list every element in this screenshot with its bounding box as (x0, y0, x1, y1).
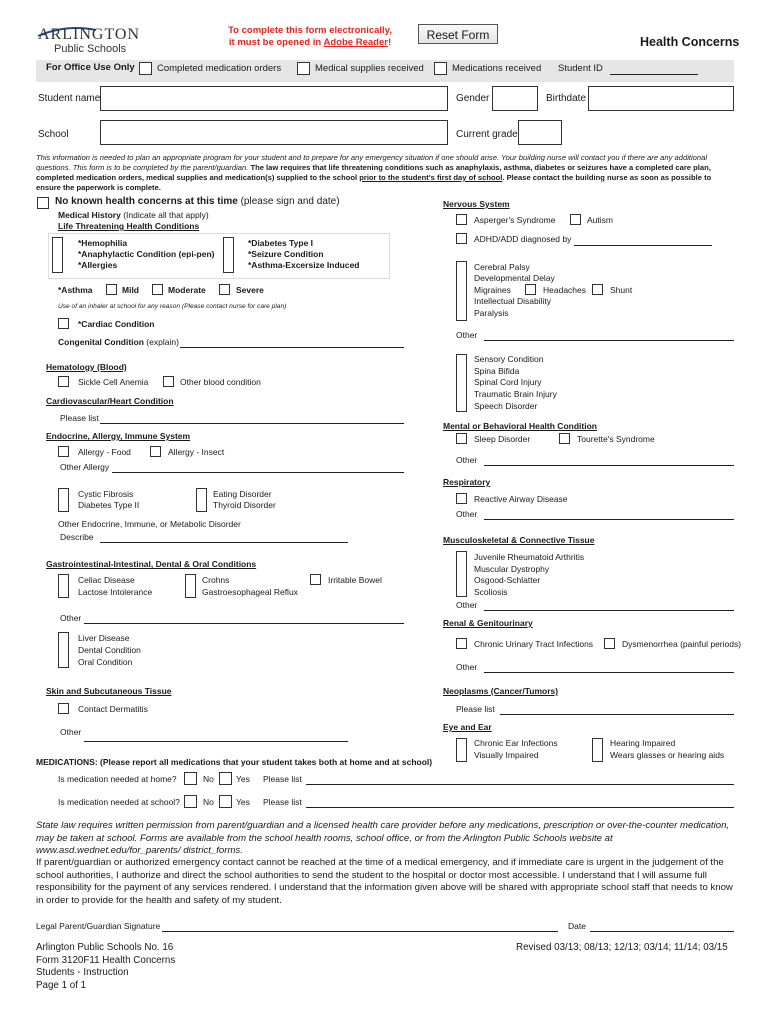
mental-other-input[interactable] (484, 465, 734, 466)
cardiovascular-heading: Cardiovascular/Heart Condition (46, 396, 174, 406)
adhd-diagnosed-by-input[interactable] (574, 245, 712, 246)
logo-top: ARLINGTON (38, 26, 141, 43)
revision-dates: Revised 03/13; 08/13; 12/13; 03/14; 11/14; 03/15 (516, 942, 728, 953)
intro-deadline: prior to the student's first day of school (359, 173, 503, 182)
other-blood-label: Other blood condition (180, 377, 261, 387)
med-home-no-checkbox[interactable] (184, 772, 197, 785)
moderate-label: Moderate (168, 285, 206, 295)
scoliosis-label: Scoliosis (474, 587, 508, 597)
nervous-other-input[interactable] (484, 340, 734, 341)
sickle-cell-label: Sickle Cell Anemia (78, 377, 149, 387)
cardio-please-list-label: Please list (60, 413, 99, 423)
current-grade-label: Current grade (456, 129, 518, 140)
med-home-list-input[interactable] (306, 784, 734, 785)
developmental-delay-label: Developmental Delay (474, 273, 555, 283)
student-name-field[interactable] (100, 86, 448, 111)
spina-bifida-label: Spina Bifida (474, 366, 520, 376)
endocrine-heading: Endocrine, Allergy, Immune System (46, 431, 191, 441)
dental-condition-label: Dental Condition (78, 645, 141, 655)
describe-input[interactable] (100, 542, 348, 543)
other-allergy-label: Other Allergy (60, 462, 110, 472)
contact-dermatitis-checkbox[interactable] (58, 703, 69, 714)
gender-field[interactable] (492, 86, 538, 111)
chronic-uti-checkbox[interactable] (456, 638, 467, 649)
footer-line-2: Form 3120F11 Health Concerns (36, 954, 176, 966)
mild-checkbox[interactable] (106, 284, 117, 295)
footer-line-4: Page 1 of 1 (36, 979, 87, 991)
allergies-label: *Allergies (78, 260, 118, 270)
congenital-input[interactable] (180, 347, 404, 348)
medications-heading: MEDICATIONS: (Please report all medications that your student takes both at home and at school) (36, 757, 433, 767)
med-school-list-input[interactable] (306, 807, 734, 808)
neuro-group-checkbox[interactable] (456, 261, 467, 321)
med-school-no-checkbox[interactable] (184, 795, 197, 808)
mental-heading: Mental or Behavioral Health Condition (443, 421, 597, 431)
other-blood-checkbox[interactable] (163, 376, 174, 387)
gastro-heading: Gastrointestinal-Intestinal, Dental & Oral Conditions (46, 559, 257, 569)
severe-label: Severe (236, 285, 264, 295)
sleep-disorder-checkbox[interactable] (456, 433, 467, 444)
med-home-question: Is medication needed at home? (58, 774, 177, 784)
liver-disease-label: Liver Disease (78, 633, 130, 643)
med-home-yes-label: Yes (236, 774, 250, 784)
no-known-rest: (please sign and date) (237, 196, 340, 207)
eating-disorder-checkbox[interactable] (196, 488, 207, 512)
no-known-bold: No known health concerns at this time (55, 196, 238, 207)
respiratory-other-label: Other (456, 509, 478, 519)
headaches-label: Headaches (543, 285, 587, 295)
hearing-checkbox[interactable] (592, 738, 603, 762)
hematology-heading: Hematology (Blood) (46, 362, 127, 372)
birthdate-field[interactable] (588, 86, 734, 111)
sensory-group-checkbox[interactable] (456, 354, 467, 412)
describe-label: Describe (60, 532, 94, 542)
medications-received-checkbox[interactable] (434, 62, 447, 75)
chronic-uti-label: Chronic Urinary Tract Infections (474, 639, 594, 649)
spinal-cord-label: Spinal Cord Injury (474, 377, 542, 387)
med-home-please-list-label: Please list (263, 774, 302, 784)
cystic-fibrosis-label: Cystic Fibrosis (78, 489, 134, 499)
gerd-label: Gastroesophageal Reflux (202, 587, 298, 597)
glasses-hearing-aids-label: Wears glasses or hearing aids (610, 750, 725, 760)
irritable-bowel-label: Irritable Bowel (328, 575, 382, 585)
musculo-group-checkbox[interactable] (456, 551, 467, 597)
birthdate-label: Birthdate (546, 93, 587, 104)
form-info (36, 942, 175, 992)
neoplasms-please-list-input[interactable] (500, 714, 734, 715)
intro-bold-2: . Please contact the building nurse as soon as possible to ensure the paperwork is complete. (36, 173, 712, 192)
asthma-exercise-label: *Asthma-Excersize Induced (248, 260, 360, 270)
reset-form-button[interactable]: Reset Form (418, 24, 498, 44)
renal-other-input[interactable] (484, 672, 734, 673)
irritable-bowel-checkbox[interactable] (310, 574, 321, 585)
paralysis-label: Paralysis (474, 308, 509, 318)
skin-heading: Skin and Subcutaneous Tissue (46, 686, 172, 696)
signature-label: Legal Parent/Guardian Signature (36, 921, 161, 931)
intro-bold-1: The law requires that life threatening conditions such as anaphylaxis, asthma, diabetes or seizures have a completed care plan, completed medication orders, medical supplies and medication(s) supplied to the school (36, 163, 711, 182)
asthma-label: *Asthma (58, 285, 93, 295)
gender-label: Gender (456, 93, 490, 104)
moderate-checkbox[interactable] (152, 284, 163, 295)
contact-dermatitis-label: Contact Dermatitis (78, 704, 148, 714)
no-known-concerns-label (55, 196, 340, 207)
cardiac-checkbox[interactable] (58, 318, 69, 329)
visually-impaired-label: Visually Impaired (474, 750, 539, 760)
med-school-please-list-label: Please list (263, 797, 302, 807)
asperger-label: Asperger's Syndrome (474, 215, 556, 225)
medical-history-rest: (Indicate all that apply) (120, 210, 209, 220)
notice-line-2 (220, 37, 400, 49)
hemophilia-checkbox[interactable] (52, 237, 63, 273)
diabetes-type2-label: Diabetes Type II (78, 500, 140, 510)
musculo-other-label: Other (456, 600, 478, 610)
allergy-food-label: Allergy - Food (78, 447, 131, 457)
crohns-label: Crohns (202, 575, 230, 585)
jra-label: Juvenile Rheumatoid Arthritis (474, 552, 585, 562)
inhaler-note: Use of an inhaler at school for any reason (Please contact nurse for care plan) (58, 303, 287, 310)
musculo-other-input[interactable] (484, 610, 734, 611)
authorization-paragraph: If parent/guardian or authorized emergency contact cannot be reached at the time of a medical emergency, and if immediate care is urgent in the judgement of the school authorities, I authorize and direct the school authorities to send the student to the hospital or doctor most accessible. I understand that I will assume full responsibility for the payment of any services rendered. I understand that the information given above will be shared with appropriate school staff that needs to know in order to provide for the health and safety of my student. (36, 857, 733, 906)
cerebral-palsy-label: Cerebral Palsy (474, 262, 530, 272)
skin-other-label: Other (60, 727, 82, 737)
completed-orders-label: Completed medication orders (157, 63, 282, 74)
shunt-label: Shunt (610, 285, 633, 295)
adhd-checkbox[interactable] (456, 233, 467, 244)
neoplasms-heading: Neoplasms (Cancer/Tumors) (443, 686, 559, 696)
intro-paragraph (36, 153, 736, 193)
student-id-input[interactable] (610, 74, 698, 75)
med-school-no-label: No (203, 797, 214, 807)
migraines-label: Migraines (474, 285, 511, 295)
chronic-ear-label: Chronic Ear Infections (474, 738, 558, 748)
celiac-label: Celiac Disease (78, 575, 135, 585)
renal-heading: Renal & Genitourinary (443, 618, 533, 628)
date-input[interactable] (590, 931, 734, 932)
hearing-impaired-label: Hearing Impaired (610, 738, 676, 748)
signature-input[interactable] (162, 931, 558, 932)
allergy-insect-label: Allergy - Insect (168, 447, 225, 457)
gastro-other-label: Other (60, 613, 82, 623)
office-use-label: For Office Use Only (46, 62, 135, 73)
nervous-other-label: Other (456, 330, 478, 340)
med-school-question: Is medication needed at school? (58, 797, 180, 807)
tourette-label: Tourette's Syndrome (577, 434, 655, 444)
footer-line-3: Students - Instruction (36, 967, 129, 978)
med-school-yes-checkbox[interactable] (219, 795, 232, 808)
ear-visual-checkbox[interactable] (456, 738, 467, 762)
grade-field[interactable] (518, 120, 562, 145)
muscular-dystrophy-label: Muscular Dystrophy (474, 564, 550, 574)
notice-suffix: ! (387, 37, 392, 48)
intro-italic: This information is needed to plan an appropriate program for your student and to prepare for any emergency situation if one should arise. Your building nurse will contact you if there are any additional questions. This form is to be completed by the parent/guardian. (36, 153, 708, 172)
reactive-airway-label: Reactive Airway Disease (474, 494, 568, 504)
footer-line-1: Arlington Public Schools No. 16 (36, 942, 174, 953)
severe-checkbox[interactable] (219, 284, 230, 295)
celiac-checkbox[interactable] (58, 574, 69, 598)
sensory-condition-label: Sensory Condition (474, 354, 544, 364)
adobe-reader-link[interactable]: Adobe Reader (323, 37, 388, 48)
respiratory-other-input[interactable] (484, 519, 734, 520)
gastro-other-input[interactable] (84, 623, 404, 624)
adhd-label: ADHD/ADD diagnosed by (474, 234, 572, 244)
allergy-insect-checkbox[interactable] (150, 446, 161, 457)
med-home-no-label: No (203, 774, 214, 784)
shunt-checkbox[interactable] (592, 284, 603, 295)
date-label: Date (568, 921, 586, 931)
neoplasms-please-list-label: Please list (456, 704, 495, 714)
supplies-received-checkbox[interactable] (297, 62, 310, 75)
congenital-label (58, 337, 179, 348)
completed-orders-checkbox[interactable] (139, 62, 152, 75)
notice-prefix: it must be opened in (228, 37, 324, 48)
eating-disorder-label: Eating Disorder (213, 489, 272, 499)
asperger-checkbox[interactable] (456, 214, 467, 225)
diabetes-type1-label: *Diabetes Type I (248, 238, 314, 248)
school-label: School (38, 129, 69, 140)
liver-dental-checkbox[interactable] (58, 632, 69, 668)
reactive-airway-checkbox[interactable] (456, 493, 467, 504)
cystic-fibrosis-checkbox[interactable] (58, 488, 69, 512)
thyroid-disorder-label: Thyroid Disorder (213, 500, 276, 510)
supplies-received-label: Medical supplies received (315, 63, 424, 74)
electronic-notice (220, 25, 400, 49)
life-threatening-heading: Life Threatening Health Conditions (58, 221, 200, 231)
allergy-food-checkbox[interactable] (58, 446, 69, 457)
logo-bottom: Public Schools (54, 43, 127, 55)
tourette-checkbox[interactable] (559, 433, 570, 444)
skin-other-input[interactable] (84, 741, 348, 742)
seizure-label: *Seizure Condition (248, 249, 324, 259)
speech-disorder-label: Speech Disorder (474, 401, 538, 411)
med-home-yes-checkbox[interactable] (219, 772, 232, 785)
crohns-checkbox[interactable] (185, 574, 196, 598)
dysmenorrhea-label: Dysmenorrhea (painful periods) (622, 639, 742, 649)
medical-history-bold: Medical History (58, 210, 121, 220)
other-allergy-input[interactable] (112, 472, 404, 473)
dysmenorrhea-checkbox[interactable] (604, 638, 615, 649)
oral-condition-label: Oral Condition (78, 657, 133, 667)
cardio-please-list-input[interactable] (100, 423, 404, 424)
respiratory-heading: Respiratory (443, 477, 491, 487)
student-id-label: Student ID (558, 63, 603, 74)
autism-label: Autism (587, 215, 613, 225)
congenital-bold: Congenital Condition (58, 337, 144, 347)
tbi-label: Traumatic Brain Injury (474, 389, 557, 399)
eye-ear-heading: Eye and Ear (443, 722, 492, 732)
mental-other-label: Other (456, 455, 478, 465)
page-title: Health Concerns (640, 35, 740, 49)
mild-label: Mild (122, 285, 139, 295)
medical-history-heading (58, 210, 209, 221)
nervous-heading: Nervous System (443, 199, 510, 209)
med-school-yes-label: Yes (236, 797, 250, 807)
musculo-heading: Musculoskeletal & Connective Tissue (443, 535, 595, 545)
other-endocrine-label: Other Endocrine, Immune, or Metabolic Disorder (58, 519, 241, 529)
notice-line-1: To complete this form electronically, (228, 25, 392, 36)
anaphylactic-label: *Anaphylactic Condition (epi-pen) (78, 249, 215, 259)
school-field[interactable] (100, 120, 448, 145)
lactose-label: Lactose Intolerance (78, 587, 153, 597)
headaches-checkbox[interactable] (525, 284, 536, 295)
no-known-concerns-checkbox[interactable] (37, 197, 49, 209)
sickle-cell-checkbox[interactable] (58, 376, 69, 387)
cardiac-label: *Cardiac Condition (78, 319, 155, 329)
autism-checkbox[interactable] (570, 214, 581, 225)
student-name-label: Student name (38, 93, 101, 104)
osgood-label: Osgood-Schlatter (474, 575, 541, 585)
sleep-disorder-label: Sleep Disorder (474, 434, 531, 444)
congenital-rest: (explain) (143, 337, 179, 347)
diabetes-type1-checkbox[interactable] (223, 237, 234, 273)
hemophilia-label: *Hemophilia (78, 238, 128, 248)
intellectual-disability-label: Intellectual Disability (474, 296, 552, 306)
medications-received-label: Medications received (452, 63, 542, 74)
renal-other-label: Other (456, 662, 478, 672)
state-law-paragraph: State law requires written permission from parent/guardian and a licensed health care provider before any medications, prescription or over-the-counter medication, may be taken at school. Forms are available from the school health rooms, school office, or from the Arlington Public Schools website at www.asd.wednet.edu/for_parents/ district_forms. (36, 820, 730, 856)
